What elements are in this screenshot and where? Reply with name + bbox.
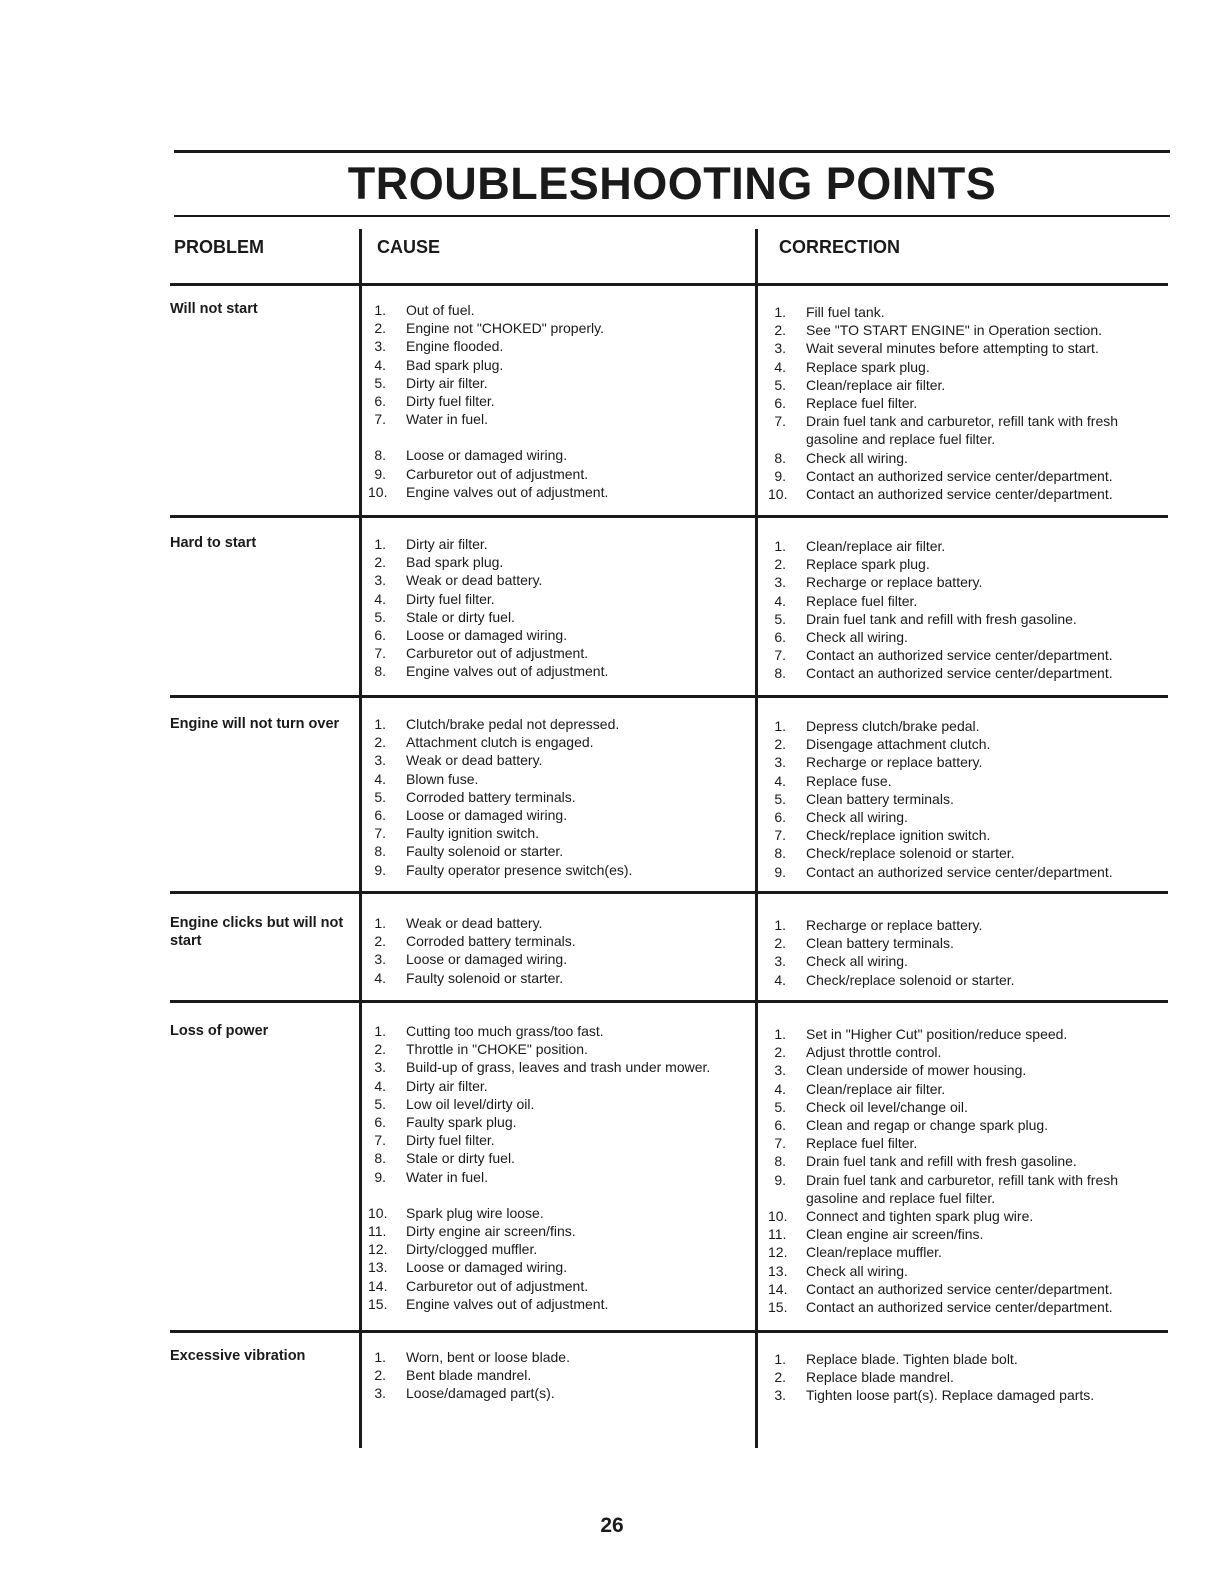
- list-item: 4. Replace spark plug.: [774, 358, 930, 375]
- list-item: 12. Clean/replace muffler.: [768, 1244, 942, 1261]
- list-item: 1. Fill fuel tank.: [774, 304, 885, 320]
- list-item: 5. Check oil level/change oil.: [774, 1098, 968, 1115]
- list-item: 15. Engine valves out of adjustment.: [368, 1295, 609, 1312]
- list-item: 8. Contact an authorized service center/department.: [774, 665, 1113, 682]
- list-item: 6. Faulty spark plug.: [374, 1114, 517, 1131]
- list-item: 15. Contact an authorized service center/department.: [768, 1299, 1113, 1316]
- cause-list: [368, 914, 748, 987]
- list-item: 10. Spark plug wire loose.: [368, 1204, 544, 1221]
- list-item: 8. Check/replace solenoid or starter.: [774, 845, 1015, 862]
- list-item: 7. Carburetor out of adjustment.: [374, 645, 589, 662]
- list-item: 5. Dirty air filter.: [374, 374, 488, 391]
- list-item: 6. Replace fuel filter.: [774, 395, 918, 412]
- page-title: TROUBLESHOOTING POINTS: [347, 158, 997, 209]
- list-item: 4. Bad spark plug.: [374, 356, 504, 373]
- list-item: 3. Engine flooded.: [374, 338, 504, 355]
- list-item: 9. Contact an authorized service center/department.: [774, 863, 1113, 880]
- list-item: 3. Build-up of grass, leaves and trash under mower.: [374, 1059, 711, 1076]
- list-item: 1. Dirty air filter.: [374, 536, 488, 552]
- list-item: 2. Attachment clutch is engaged.: [374, 734, 594, 751]
- list-item: 3. Loose or damaged wiring.: [374, 951, 568, 968]
- list-item: 7. Replace fuel filter.: [774, 1135, 918, 1152]
- list-item: 13. Check all wiring.: [768, 1262, 908, 1279]
- list-item: 3. Loose/damaged part(s).: [374, 1385, 555, 1402]
- list-item: 6. Dirty fuel filter.: [374, 393, 495, 410]
- section-separator: [170, 891, 1168, 894]
- list-item: 7. Contact an authorized service center/department.: [774, 647, 1113, 664]
- list-item: 3. Weak or dead battery.: [374, 752, 543, 769]
- list-item: 10. Contact an authorized service center/department.: [768, 486, 1113, 503]
- list-item: 1. Out of fuel.: [374, 302, 475, 318]
- list-item: 10. Engine valves out of adjustment.: [368, 483, 609, 500]
- list-item: 5. Corroded battery terminals.: [374, 788, 576, 805]
- list-item: 1. Clutch/brake pedal not depressed.: [374, 716, 620, 732]
- list-item: 9. Drain fuel tank and carburetor, refill tank with fresh gasoline and replace fuel filter.: [774, 1171, 1119, 1206]
- list-item: 9. Contact an authorized service center/department.: [774, 467, 1113, 484]
- section-separator: [170, 1000, 1168, 1003]
- title-rule-top: [174, 150, 1170, 153]
- list-item: 1. Depress clutch/brake pedal.: [774, 718, 980, 734]
- cause-list: [368, 301, 748, 501]
- list-item: 4. Faulty solenoid or starter.: [374, 969, 564, 986]
- list-item: 8. Faulty solenoid or starter.: [374, 843, 564, 860]
- title-rule-bottom: [174, 215, 1170, 217]
- list-item: 11. Clean engine air screen/fins.: [768, 1226, 984, 1243]
- list-item: 4. Dirty fuel filter.: [374, 590, 495, 607]
- correction-list: [768, 303, 1160, 503]
- list-item: 14. Carburetor out of adjustment.: [368, 1277, 589, 1294]
- list-item: 9. Carburetor out of adjustment.: [374, 465, 589, 482]
- list-item: 2. Clean battery terminals.: [774, 935, 954, 952]
- list-item: 6. Check all wiring.: [774, 629, 908, 646]
- correction-list: [768, 1025, 1160, 1316]
- list-item: 2. Bad spark plug.: [374, 554, 504, 571]
- list-item: 1. Set in "Higher Cut" position/reduce speed.: [774, 1026, 1068, 1042]
- list-item: 9. Water in fuel.: [374, 1168, 488, 1185]
- list-item: 3. Weak or dead battery.: [374, 572, 543, 589]
- list-item: 8. Check all wiring.: [774, 449, 908, 466]
- list-item: 8. Loose or damaged wiring.: [374, 447, 568, 464]
- correction-list: [768, 1350, 1160, 1405]
- list-item: 9. Faulty operator presence switch(es).: [374, 861, 633, 878]
- list-item: 2. Bent blade mandrel.: [374, 1367, 532, 1384]
- problem-label: Engine will not turn over: [170, 716, 340, 732]
- list-item: 2. See "TO START ENGINE" in Operation section.: [774, 322, 1103, 339]
- section-separator: [170, 515, 1168, 518]
- list-item: 5. Drain fuel tank and refill with fresh gasoline.: [774, 610, 1077, 627]
- list-item: 2. Replace spark plug.: [774, 556, 930, 573]
- list-item: 5. Clean battery terminals.: [774, 790, 954, 807]
- header-problem: PROBLEM: [174, 237, 264, 257]
- list-item: 4. Dirty air filter.: [374, 1077, 488, 1094]
- cause-list: [368, 1348, 748, 1403]
- list-item: 7. Dirty fuel filter.: [374, 1132, 495, 1149]
- list-item: 4. Replace fuel filter.: [774, 592, 918, 609]
- problem-label: Hard to start: [170, 535, 257, 551]
- list-item: 2. Throttle in "CHOKE" position.: [374, 1041, 588, 1058]
- list-item: 2. Disengage attachment clutch.: [774, 736, 991, 753]
- cause-list: [368, 535, 748, 681]
- list-item: 5. Clean/replace air filter.: [774, 376, 946, 393]
- section-separator: [170, 695, 1168, 698]
- list-item: 8. Drain fuel tank and refill with fresh gasoline.: [774, 1153, 1077, 1170]
- list-item: 10. Connect and tighten spark plug wire.: [768, 1208, 1034, 1225]
- list-item: 8. Engine valves out of adjustment.: [374, 663, 609, 680]
- problem-label: Engine clicks but will not start: [170, 915, 344, 949]
- section-separator: [170, 283, 1168, 286]
- list-item: 3. Tighten loose part(s). Replace damaged parts.: [774, 1387, 1095, 1404]
- list-item: 1. Replace blade. Tighten blade bolt.: [774, 1351, 1018, 1367]
- list-item: 2. Corroded battery terminals.: [374, 933, 576, 950]
- list-item: 7. Water in fuel.: [374, 411, 488, 428]
- list-item: 7. Faulty ignition switch.: [374, 825, 540, 842]
- cause-list: [368, 715, 748, 879]
- list-item: 11. Dirty engine air screen/fins.: [368, 1223, 576, 1240]
- list-item: 2. Engine not "CHOKED" properly.: [374, 320, 604, 337]
- list-item: 14. Contact an authorized service center/department.: [768, 1280, 1113, 1297]
- list-item: 4. Clean/replace air filter.: [774, 1080, 946, 1097]
- list-item: 2. Adjust throttle control.: [774, 1044, 942, 1061]
- list-item: 12. Dirty/clogged muffler.: [368, 1241, 538, 1258]
- column-divider-left: [359, 229, 362, 1448]
- correction-list: [768, 916, 1160, 989]
- list-item: 6. Clean and regap or change spark plug.: [774, 1117, 1049, 1134]
- list-item: 7. Check/replace ignition switch.: [774, 827, 991, 844]
- header-correction: CORRECTION: [779, 237, 900, 257]
- cause-list: [368, 1022, 748, 1313]
- problem-label: Excessive vibration: [170, 1348, 306, 1364]
- list-item: 5. Stale or dirty fuel.: [374, 608, 515, 625]
- list-item: 3. Clean underside of mower housing.: [774, 1062, 1027, 1079]
- list-item: 3. Wait several minutes before attempting to start.: [774, 340, 1099, 357]
- list-item: 1. Recharge or replace battery.: [774, 917, 983, 933]
- list-item: 3. Check all wiring.: [774, 953, 908, 970]
- list-item: 3. Recharge or replace battery.: [774, 574, 983, 591]
- list-item: 13. Loose or damaged wiring.: [368, 1259, 568, 1276]
- list-item: 4. Blown fuse.: [374, 770, 479, 787]
- list-item: 8. Stale or dirty fuel.: [374, 1150, 515, 1167]
- list-item: 6. Loose or damaged wiring.: [374, 627, 568, 644]
- correction-list: [768, 717, 1160, 881]
- list-item: 3. Recharge or replace battery.: [774, 754, 983, 771]
- page-number: 26: [600, 1514, 624, 1537]
- section-separator: [170, 1330, 1168, 1333]
- list-item: 1. Worn, bent or loose blade.: [374, 1349, 570, 1365]
- list-item: 6. Check all wiring.: [774, 809, 908, 826]
- list-item: 7. Drain fuel tank and carburetor, refill tank with fresh gasoline and replace fuel filter.: [774, 413, 1119, 448]
- problem-label: Will not start: [170, 301, 258, 317]
- list-item: 4. Replace fuse.: [774, 772, 892, 789]
- correction-list: [768, 537, 1160, 683]
- list-item: 4. Check/replace solenoid or starter.: [774, 971, 1015, 988]
- column-divider-right: [755, 229, 758, 1448]
- header-cause: CAUSE: [377, 237, 441, 257]
- list-item: 1. Clean/replace air filter.: [774, 538, 946, 554]
- list-item: 1. Weak or dead battery.: [374, 915, 543, 931]
- list-item: 6. Loose or damaged wiring.: [374, 807, 568, 824]
- list-item: 5. Low oil level/dirty oil.: [374, 1095, 535, 1112]
- problem-label: Loss of power: [170, 1023, 269, 1039]
- list-item: 2. Replace blade mandrel.: [774, 1369, 954, 1386]
- list-item: 1. Cutting too much grass/too fast.: [374, 1023, 604, 1039]
